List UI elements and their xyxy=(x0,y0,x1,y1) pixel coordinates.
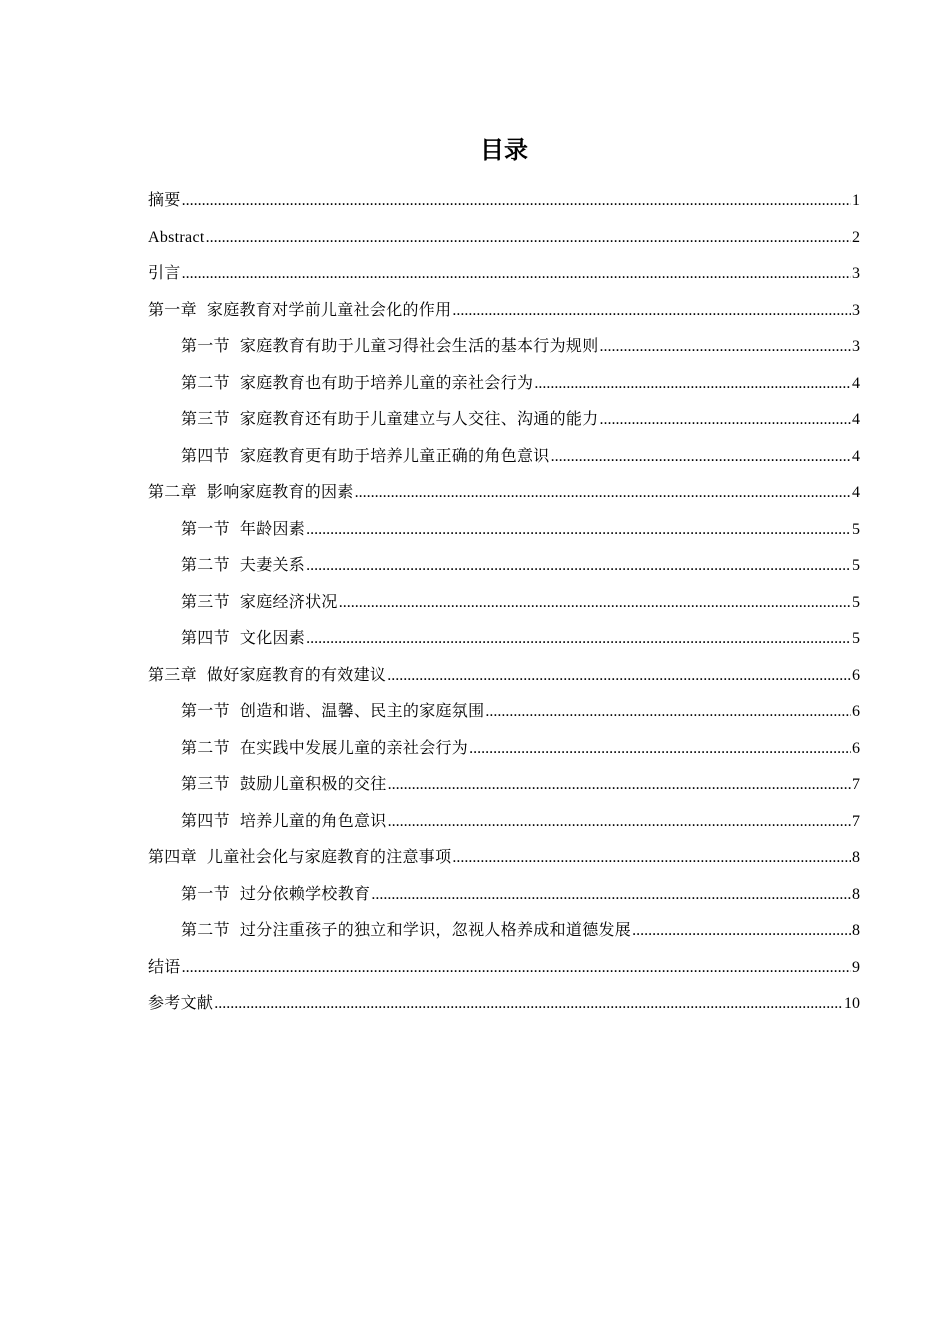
toc-dot-leader xyxy=(214,994,843,1014)
toc-dot-leader xyxy=(306,556,851,576)
toc-entry-number: 第四节 xyxy=(181,812,230,830)
toc-page-number: 7 xyxy=(852,812,860,830)
toc-entry-number: 第四节 xyxy=(181,630,230,648)
toc-entry-label: 结语 xyxy=(148,958,181,976)
toc-entry-title xyxy=(181,556,305,576)
toc-entry-section[interactable] xyxy=(148,694,860,731)
toc-title: 目录 xyxy=(480,136,528,164)
toc-entry-title xyxy=(148,264,181,284)
toc-dot-leader xyxy=(388,775,851,795)
toc-entry-label: Abstract xyxy=(148,228,205,246)
toc-page-number: 4 xyxy=(852,374,860,392)
toc-entry-section[interactable] xyxy=(148,913,860,950)
toc-entry-chapter[interactable] xyxy=(148,256,860,293)
toc-page-number: 4 xyxy=(852,484,860,502)
toc-entry-number: 第二节 xyxy=(181,922,230,940)
toc-entry-title xyxy=(181,520,305,540)
toc-page-number: 8 xyxy=(852,849,860,867)
toc-dot-leader xyxy=(371,885,851,905)
toc-page-number: 5 xyxy=(852,520,860,538)
toc-entry-chapter[interactable] xyxy=(148,950,860,987)
toc-entry-number: 第一节 xyxy=(181,885,230,903)
toc-entry-chapter[interactable] xyxy=(148,475,860,512)
toc-dot-leader xyxy=(182,264,851,284)
toc-entry-label: 参考文献 xyxy=(148,995,214,1013)
toc-entry-label: 家庭教育更有助于培养儿童正确的角色意识 xyxy=(239,447,550,465)
toc-page-number: 3 xyxy=(852,265,860,283)
toc-entry-label: 在实践中发展儿童的亲社会行为 xyxy=(239,739,469,757)
toc-entry-section[interactable] xyxy=(148,402,860,439)
toc-page-number: 2 xyxy=(852,228,860,246)
toc-page-number: 4 xyxy=(852,447,860,465)
toc-entry-number: 第一节 xyxy=(181,338,230,356)
toc-page-number: 6 xyxy=(852,666,860,684)
toc-page-number: 5 xyxy=(852,630,860,648)
toc-entry-title xyxy=(181,337,599,357)
toc-page-number: 10 xyxy=(844,995,860,1013)
toc-entry-number: 第一节 xyxy=(181,520,230,538)
toc-entry-section[interactable] xyxy=(148,804,860,841)
toc-entry-title xyxy=(148,483,354,503)
toc-entry-label: 过分依赖学校教育 xyxy=(239,885,371,903)
toc-dot-leader xyxy=(387,666,851,686)
toc-entry-title xyxy=(181,775,387,795)
toc-entry-number: 第三节 xyxy=(181,776,230,794)
toc-entry-label: 鼓励儿童积极的交往 xyxy=(239,776,387,794)
toc-entry-section[interactable] xyxy=(148,585,860,622)
toc-page-number: 8 xyxy=(852,922,860,940)
toc-dot-leader xyxy=(534,374,851,394)
table-of-contents xyxy=(148,183,860,1023)
toc-entry-title xyxy=(181,629,305,649)
toc-dot-leader xyxy=(551,447,851,467)
toc-dot-leader xyxy=(182,958,851,978)
toc-entry-title xyxy=(148,191,181,211)
toc-dot-leader xyxy=(469,739,851,759)
toc-entry-title xyxy=(181,410,599,430)
toc-entry-section[interactable] xyxy=(148,767,860,804)
toc-entry-section[interactable] xyxy=(148,512,860,549)
toc-page-number: 1 xyxy=(852,192,860,210)
toc-entry-label: 培养儿童的角色意识 xyxy=(239,812,387,830)
toc-entry-label: 过分注重孩子的独立和学识，忽视人格养成和道德发展 xyxy=(239,922,632,940)
toc-entry-label: 创造和谐、温馨、民主的家庭氛围 xyxy=(239,703,485,721)
toc-entry-title xyxy=(148,666,386,686)
toc-page-number: 4 xyxy=(852,411,860,429)
toc-entry-section[interactable] xyxy=(148,877,860,914)
toc-dot-leader xyxy=(306,629,851,649)
toc-page-number: 3 xyxy=(852,338,860,356)
toc-entry-label: 家庭教育也有助于培养儿童的亲社会行为 xyxy=(239,374,534,392)
toc-dot-leader xyxy=(388,812,851,832)
toc-entry-title xyxy=(148,958,181,978)
toc-entry-label: 引言 xyxy=(148,265,181,283)
toc-entry-number: 第二节 xyxy=(181,739,230,757)
toc-entry-number: 第四节 xyxy=(181,447,230,465)
toc-entry-section[interactable] xyxy=(148,329,860,366)
toc-entry-number: 第三节 xyxy=(181,411,230,429)
toc-dot-leader xyxy=(452,301,851,321)
toc-dot-leader xyxy=(306,520,851,540)
toc-dot-leader xyxy=(485,702,851,722)
toc-dot-leader xyxy=(600,410,851,430)
toc-entry-label: 做好家庭教育的有效建议 xyxy=(206,666,387,684)
toc-entry-label: 文化因素 xyxy=(239,630,306,648)
toc-page-number: 7 xyxy=(852,776,860,794)
toc-page-number: 8 xyxy=(852,885,860,903)
toc-entry-section[interactable] xyxy=(148,548,860,585)
toc-entry-number: 第四章 xyxy=(148,849,197,867)
toc-entry-number: 第二章 xyxy=(148,484,197,502)
toc-entry-title xyxy=(181,702,484,722)
toc-entry-section[interactable] xyxy=(148,366,860,403)
toc-entry-chapter[interactable] xyxy=(148,293,860,330)
toc-entry-chapter[interactable] xyxy=(148,658,860,695)
toc-entry-title xyxy=(181,447,550,467)
toc-entry-number: 第一节 xyxy=(181,703,230,721)
toc-entry-chapter[interactable] xyxy=(148,220,860,257)
toc-page-number: 6 xyxy=(852,739,860,757)
toc-entry-label: 影响家庭教育的因素 xyxy=(206,484,354,502)
toc-entry-chapter[interactable] xyxy=(148,840,860,877)
toc-entry-label: 摘要 xyxy=(148,192,181,210)
toc-dot-leader xyxy=(632,921,851,941)
toc-entry-label: 儿童社会化与家庭教育的注意事项 xyxy=(206,849,452,867)
toc-entry-title xyxy=(181,593,338,613)
toc-page-number: 5 xyxy=(852,557,860,575)
toc-entry-title xyxy=(181,374,533,394)
toc-entry-title xyxy=(148,228,205,248)
toc-entry-title xyxy=(148,301,451,321)
toc-entry-section[interactable] xyxy=(148,439,860,476)
toc-entry-label: 夫妻关系 xyxy=(239,557,306,575)
toc-entry-chapter[interactable] xyxy=(148,183,860,220)
toc-entry-label: 年龄因素 xyxy=(239,520,306,538)
toc-entry-number: 第二节 xyxy=(181,557,230,575)
toc-entry-title xyxy=(181,885,370,905)
toc-entry-number: 第一章 xyxy=(148,301,197,319)
toc-entry-title xyxy=(181,921,631,941)
toc-entry-label: 家庭经济状况 xyxy=(239,593,338,611)
toc-page-number: 9 xyxy=(852,958,860,976)
toc-entry-number: 第二节 xyxy=(181,374,230,392)
toc-page-number: 3 xyxy=(852,301,860,319)
toc-entry-title xyxy=(148,848,451,868)
toc-dot-leader xyxy=(206,228,851,248)
toc-entry-label: 家庭教育有助于儿童习得社会生活的基本行为规则 xyxy=(239,338,599,356)
toc-dot-leader xyxy=(452,848,851,868)
toc-dot-leader xyxy=(355,483,851,503)
toc-entry-title xyxy=(148,994,213,1014)
toc-dot-leader xyxy=(339,593,851,613)
toc-dot-leader xyxy=(182,191,851,211)
toc-entry-section[interactable] xyxy=(148,621,860,658)
toc-entry-title xyxy=(181,739,468,759)
toc-entry-label: 家庭教育还有助于儿童建立与人交往、沟通的能力 xyxy=(239,411,599,429)
toc-page-number: 6 xyxy=(852,703,860,721)
toc-dot-leader xyxy=(600,337,851,357)
toc-page-number: 5 xyxy=(852,593,860,611)
toc-entry-number: 第三章 xyxy=(148,666,197,684)
toc-entry-number: 第三节 xyxy=(181,593,230,611)
toc-entry-chapter[interactable] xyxy=(148,986,860,1023)
toc-entry-title xyxy=(181,812,387,832)
toc-entry-label: 家庭教育对学前儿童社会化的作用 xyxy=(206,301,452,319)
toc-entry-section[interactable] xyxy=(148,731,860,768)
